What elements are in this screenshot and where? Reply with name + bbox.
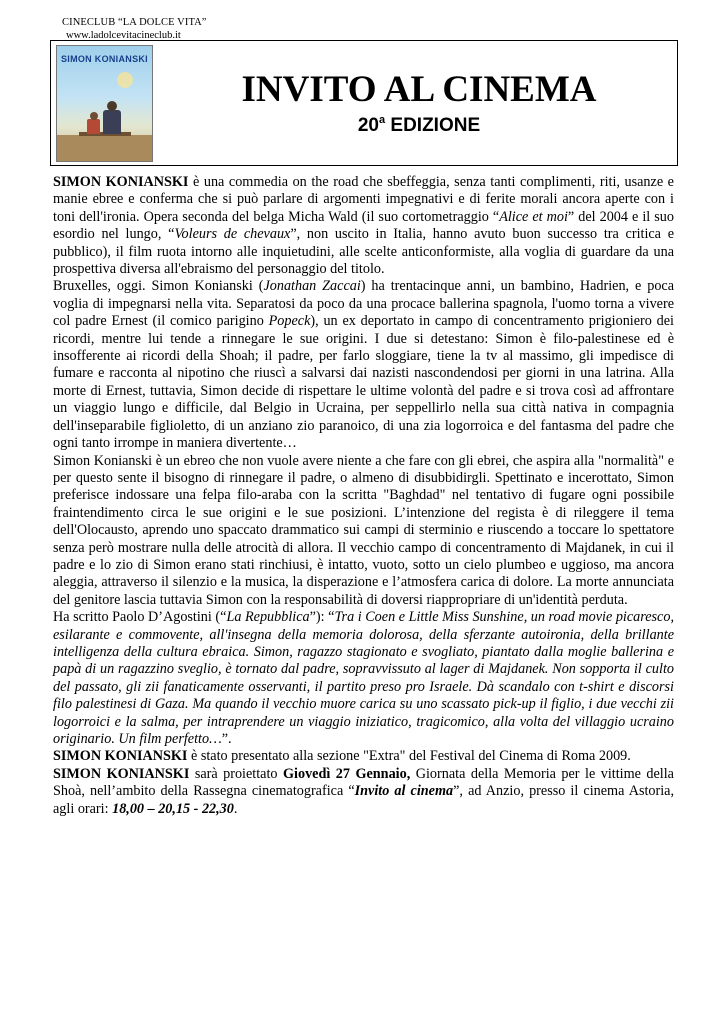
edition-word: EDIZIONE xyxy=(390,115,481,136)
text-run: ” del 2004 e il suo esordio nel lungo, “ xyxy=(53,208,674,243)
text-run: SIMON KONIANSKI xyxy=(53,174,189,190)
text-run: Bruxelles, oggi. Simon Konianski ( xyxy=(53,278,264,295)
paragraph xyxy=(53,609,674,748)
edition-number: 20 xyxy=(357,115,379,136)
text-run: sarà proiettato xyxy=(189,765,284,782)
poster-child-head xyxy=(90,112,98,120)
text-run: ”, ad Anzio, presso il cinema Astoria, agli orari: xyxy=(53,783,675,817)
text-run: Giornata della Memoria per le vittime della Shoà, nell’ambito della Rassegna cinematografica “ xyxy=(53,765,674,800)
header-box xyxy=(50,40,678,166)
text-run: Invito al cinema xyxy=(354,783,454,800)
text-run: ”): “ xyxy=(309,609,335,626)
article-body xyxy=(53,174,674,818)
edition-ordinal: a xyxy=(379,114,386,126)
page-title: INVITO AL CINEMA xyxy=(241,69,597,110)
club-website[interactable]: www.ladolcevitacineclub.it xyxy=(66,30,181,41)
text-run: ), un ex deportato in campo di concentramento prigioniero dei ricordi, mentre lui tende a rinnegare le sue origini. I due si detestano: Simon è filo-palestinese ed è insofferente ai ricordi della Shoah; il padre, per farlo sloggiare, tiene la tv al massimo, gli impedisce di fumare e racconta al nipotino che riuscì a salvarsi dai nazisti nascondendosi per giorni in una latrina. Alla morte di Ernest, tuttavia, Simon decide di rispettare le ultime volontà del padre e si trova così ad affrontare un viaggio lungo e difficile, dal Belgio in Ucraina, per seppellirlo nella sua città nativa in compagnia dell'inseparabile figlioletto, di un anziano zio paranoico, di una zia logorroica e del fantasma del padre che ogni tanto irrompe in maniera divertente… xyxy=(53,313,674,452)
text-run: La Repubblica xyxy=(226,609,310,626)
text-run: Voleurs de chevaux xyxy=(174,226,291,243)
text-run: è stato presentato alla sezione "Extra" del Festival del Cinema di Roma 2009. xyxy=(187,748,631,765)
poster-ground xyxy=(57,135,152,161)
poster-man-figure xyxy=(103,110,121,134)
text-run: ”, non uscito in Italia, hanno avuto buon successo tra critica e pubblico), il film ruota intorno alle inquietudini, alle scelte anticonformiste, alla voglia di guardare da una prospettiva diversa all'ebraismo del personaggio del titolo. xyxy=(53,226,675,278)
text-run: è una commedia on the road che sbeffeggia, senza tanti complimenti, riti, usanze e manie ebree e conferma che si può parlare di argomenti impegnativi e di ferite morali ancora aperte con i toni dell'ironia. Opera seconda del belga Micha Wald (il suo cortometraggio “ xyxy=(53,174,674,225)
poster-man-head xyxy=(107,101,117,111)
text-run: Ha scritto Paolo D’Agostini (“ xyxy=(53,609,227,626)
text-run: Jonathan Zaccai xyxy=(263,278,361,295)
text-run: SIMON KONIANSKI xyxy=(53,748,188,765)
text-run: ”. xyxy=(221,731,232,747)
text-run: . xyxy=(233,800,238,817)
text-run: ) ha trentacinque anni, un bambino, Hadrien, e poca voglia di impegnarsi nella vita. Separatosi da poco da una procace ballerina spagnola, l'uomo torna a vivere col padre Ernest (il comico parigino xyxy=(53,278,675,330)
text-run: Alice et moi xyxy=(499,208,568,225)
text-run: Popeck xyxy=(268,313,311,330)
paragraph xyxy=(53,278,674,452)
paragraph xyxy=(53,748,674,765)
poster-child-figure xyxy=(87,119,100,134)
movie-poster-image xyxy=(56,45,153,162)
club-name: CINECLUB “LA DOLCE VITA” xyxy=(62,17,207,28)
text-run: Simon Konianski è un ebreo che non vuole avere niente a che fare con gli ebrei, che aspira alla "normalità" e per questo sente il bisogno di rinnegare il padre, o almeno di disubbidirgli. Spettinato e incerottato, Simon preferisce indossare una felpa filo-araba con la scritta "Baghdad" nel tentativo di fugare ogni possibile fraintendimento circa le sue origini e le sue posizioni. L’intenzione del regista è di rileggere il tema dell'Olocausto, aprendo uno spaccato drammatico sui campi di sterminio e riuscendo a toccare lo spettatore senza però mostrare nulla delle atrocità di allora. Il vecchio campo di concentramento di Majdanek, in cui il padre e lo zio di Simon erano stati rinchiusi, è intatto, vuoto, sotto un cielo plumbeo e uggioso, ma ancora aleggia, attraverso il silenzio e la musica, la disperazione e l’atmosfera carica di dolore. La morte annunciata del genitore lascia tuttavia Simon con la responsabilità di doversi riappropriare di un'identità perduta. xyxy=(53,452,674,608)
paragraph xyxy=(53,766,674,818)
edition-label xyxy=(161,114,677,137)
paragraph xyxy=(53,174,674,278)
text-run: Tra i Coen e Little Miss Sunshine, un road movie picaresco, esilarante e commovente, all'insegna della memoria dolorosa, della sferzante autoironia, della brillante intelligenza della cultura ebraica. Simon, ragazzo stagionato e svogliato, piantato dalla moglie ballerina e papà di un ragazzino sveglio, è tornato dal padre, sopravvissuto al lager di Majdanek. Non sopporta il culto del passato, gli zii fanaticamente osservanti, il partito preso pro Israele. Dà scandalo con t-shirt e discorsi filo palestinesi di Gaza. Ma quando il vecchio muore carica su uno scassato pick-up il figlio, i due vecchi zii logorroici e la salma, per intraprendere un viaggio iniziatico, tragicomico, alla volta del villaggio ucraino originario. Un film perfetto… xyxy=(53,609,674,747)
paragraph xyxy=(53,453,674,610)
poster-sun xyxy=(117,72,133,88)
text-run: Giovedì 27 Gennaio, xyxy=(283,765,411,782)
text-run: SIMON KONIANSKI xyxy=(53,765,190,782)
text-run: 18,00 – 20,15 - 22,30 xyxy=(112,800,234,817)
poster-title: SIMON KONIANSKI xyxy=(60,54,148,64)
